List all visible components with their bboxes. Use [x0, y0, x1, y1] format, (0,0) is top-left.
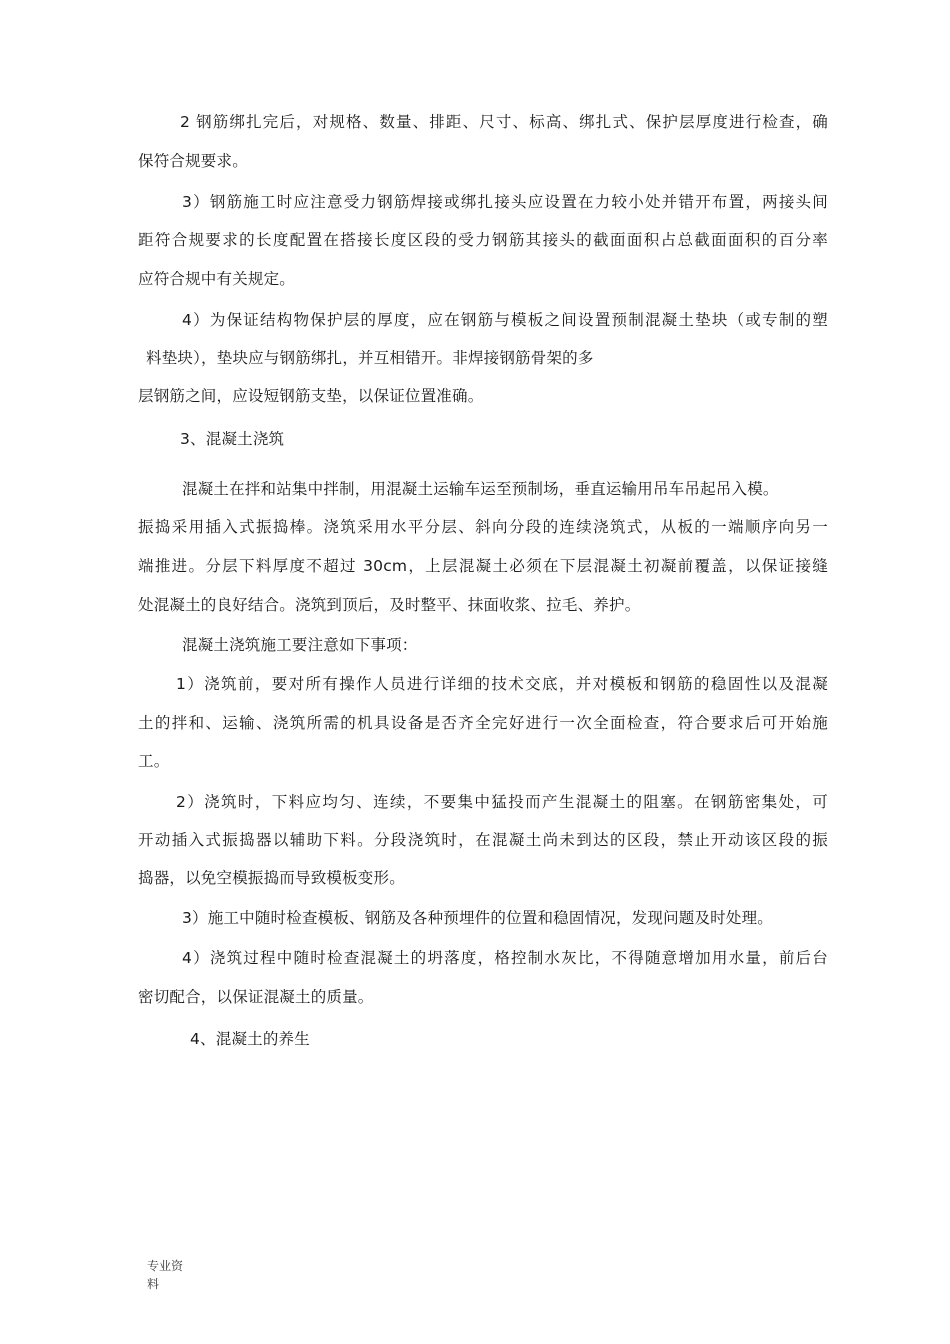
paragraph-line: 混凝土在拌和站集中拌制，用混凝土运输车运至预制场，垂直运输用吊车吊起吊入模。 — [182, 480, 779, 498]
paragraph-line: 4）浇筑过程中随时检查混凝土的坍落度，格控制水灰比，不得随意增加用水量，前后台 — [182, 949, 828, 967]
section-heading: 3、混凝土浇筑 — [180, 430, 285, 448]
footer-label: 料 — [147, 1277, 160, 1291]
paragraph-line: 3）钢筋施工时应注意受力钢筋焊接或绑扎接头应设置在力较小处并错开布置，两接头间 — [182, 193, 828, 211]
paragraph-line: 3）施工中随时检查模板、钢筋及各种预埋件的位置和稳固情况，发现问题及时处理。 — [182, 909, 773, 927]
paragraph-line: 1）浇筑前，要对所有操作人员进行详细的技术交底，并对模板和钢筋的稳固性以及混凝 — [176, 675, 828, 693]
section-heading: 4、混凝土的养生 — [190, 1030, 310, 1048]
paragraph-line: 处混凝土的良好结合。浇筑到顶后，及时整平、抹面收浆、拉毛、养护。 — [138, 596, 641, 614]
paragraph-line: 工。 — [138, 752, 170, 770]
footer-label: 专业资 — [147, 1259, 184, 1273]
paragraph-line: 密切配合，以保证混凝土的质量。 — [138, 988, 374, 1006]
paragraph-line: 土的拌和、运输、浇筑所需的机具设备是否齐全完好进行一次全面检查，符合要求后可开始施 — [138, 714, 828, 732]
paragraph-line: 2 钢筋绑扎完后，对规格、数量、排距、尺寸、标高、绑扎式、保护层厚度进行检查，确 — [180, 113, 828, 131]
paragraph-line: 料垫块），垫块应与钢筋绑扎，并互相错开。非焊接钢筋骨架的多 — [146, 349, 594, 367]
paragraph-line: 开动插入式振捣器以辅助下料。分段浇筑时，在混凝土尚未到达的区段，禁止开动该区段的振 — [138, 831, 828, 849]
paragraph-line: 4）为保证结构物保护层的厚度，应在钢筋与模板之间设置预制混凝土垫块（或专制的塑 — [182, 311, 828, 329]
paragraph-line: 应符合规中有关规定。 — [138, 270, 296, 288]
paragraph-line: 2）浇筑时，下料应均匀、连续，不要集中猛投而产生混凝土的阻塞。在钢筋密集处，可 — [176, 793, 828, 811]
paragraph-line: 层钢筋之间，应设短钢筋支垫，以保证位置准确。 — [138, 387, 484, 405]
paragraph-line: 端推进。分层下料厚度不超过 30cm，上层混凝土必须在下层混凝土初凝前覆盖，以保证接缝 — [138, 557, 828, 575]
paragraph-line: 混凝土浇筑施工要注意如下事项： — [182, 636, 418, 654]
paragraph-line: 捣器，以免空模振捣而导致模板变形。 — [138, 869, 405, 887]
paragraph-line: 保符合规要求。 — [138, 152, 248, 170]
paragraph-line: 振捣采用插入式振捣棒。浇筑采用水平分层、斜向分段的连续浇筑式，从板的一端顺序向另一 — [138, 518, 828, 536]
paragraph-line: 距符合规要求的长度配置在搭接长度区段的受力钢筋其接头的截面面积占总截面面积的百分率 — [138, 231, 828, 249]
